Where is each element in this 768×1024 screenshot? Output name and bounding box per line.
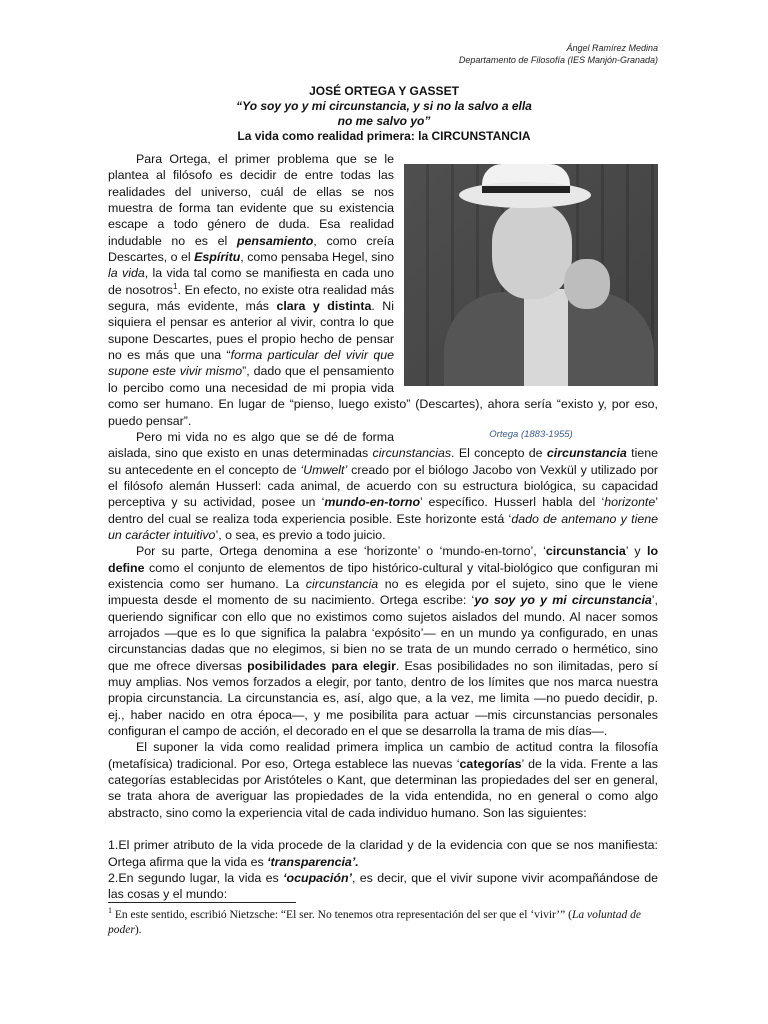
paragraph-4: El suponer la vida como realidad primera implica un cambio de actitud contra la filosofía (metafísica) tradicional. Por eso, Ortega establece las nuevas ‘categorías’ de la vida. Frente a las categorías establecidas por Aristóteles o Kant, que determinan las propiedades del ser en general, se trata ahora de averiguar las propiedades de la vida entendida, no en general o como algo abstracto, sino como la experiencia vital de cada individuo humano. Son las siguientes: <box>108 740 658 820</box>
categories-list <box>108 821 658 903</box>
main-title: JOSÉ ORTEGA Y GASSET <box>309 84 459 98</box>
list-item-2: 2.En segundo lugar, la vida es ‘ocupación’, es decir, que el vivir supone vivir acompañándose de las cosas y el mundo: <box>108 871 658 902</box>
document-body <box>108 151 658 903</box>
ortega-photo <box>404 164 658 386</box>
list-item <box>108 821 658 837</box>
author-name: Ángel Ramírez Medina <box>566 43 658 53</box>
department-name: Departamento de Filosofía (IES Manjón-Granada) <box>458 55 658 65</box>
quote-line-1: “Yo soy yo y mi circunstancia, y si no la salvo a ella <box>236 99 532 113</box>
footnote: $^1$ En este sentido, escribió Nietzsche: “El ser. No tenemos otra representación del ser que el ‘vivir’” (La voluntad de poder). <box>108 906 641 936</box>
list-item-1: 1.El primer atributo de la vida procede de la claridad y de la evidencia con que se nos manifiesta: Ortega afirma que la vida es ‘transparencia’. <box>108 838 658 869</box>
quote-line-2: no me salvo yo” <box>337 114 431 128</box>
footnote-divider <box>108 902 296 903</box>
title-block <box>0 84 768 144</box>
paragraph-3: Por su parte, Ortega denomina a ese ‘horizonte’ o ‘mundo-en-torno’, ‘circunstancia’ y lo define como el conjunto de elementos de tipo histórico-cultural y vital-biológico que configuran mi existencia como ser humano. La circunstancia no es elegida por el sujeto, sino que le viene impuesta desde el momento de su nacimiento. Ortega escribe: ‘yo soy yo y mi circunstancia’, queriendo significar con ello que no existimos como sujetos aislados del mundo. Al nacer somos arrojados —que es lo que significa la palabra ‘expósito’— en un mundo ya configurado, en unas circunstancias dadas que no elegimos, si bien no se trata de un mundo cerrado o hermético, sino que me ofrece diversas posibilidades para elegir. Esas posibilidades no son ilimitadas, pero sí muy amplias. Nos vemos forzados a elegir, por tanto, dentro de los límites que nos marca nuestra propia circunstancia. La circunstancia es, así, algo que, a la vez, me limita —no puedo decidir, p. ej., haber nacido en otra época—, y me posibilita para actuar —mis circunstancias personales configuran el campo de acción, el decorado en el que se desarrolla la trama de mis días—. <box>108 544 659 739</box>
paragraph-1: Para Ortega, el primer problema que se le plantea al filósofo es decidir de entre todas las realidades del universo, cuál de ellas se nos muestra de forma tan evidente que su existencia escape a todo género de duda. Esa realidad indudable no es el pensamiento, como creía Descartes, o el Espíritu, como pensaba Hegel, sino la vida, la vida tal como se manifiesta en cada uno de nosotros$^1$. En efecto, no existe otra realidad más segura, más evidente, más clara y distinta. Ni siquiera el pensar es anterior al vivir, contra lo que supone Descartes, pues el propio hecho de pensar no es más que una “forma particular del vivir que supone este vivir mismo”, dado que el pensamiento lo percibo como una necesidad de mi propia vida como ser humano. En lugar de “pienso, luego existo” (Descartes), ahora sería “existo y, por eso, puedo pensar”. <box>108 152 658 428</box>
paragraph-2: Pero mi vida no es algo que se dé de forma aislada, sino que existo en unas determinadas circunstancias. El concepto de circunstancia tiene su antecedente en el concepto de ‘Umwelt’ creado por el biólogo Jacobo von Vexkül y utilizado por el filósofo alemán Husserl: cada animal, de acuerdo con su estructura biológica, su capacidad perceptiva y su actividad, posee un ‘mundo-en-torno’ específico. Husserl habla del ‘horizonte’ dentro del cual se realiza toda experiencia posible. Este horizonte está ‘dado de antemano y tiene un carácter intuitivo’, o sea, es previo a todo juicio. <box>108 429 659 542</box>
subtitle: La vida como realidad primera: la CIRCUNSTANCIA <box>237 129 531 143</box>
page-header <box>459 42 658 66</box>
photo-caption: Ortega (1883-1955) <box>489 428 573 440</box>
